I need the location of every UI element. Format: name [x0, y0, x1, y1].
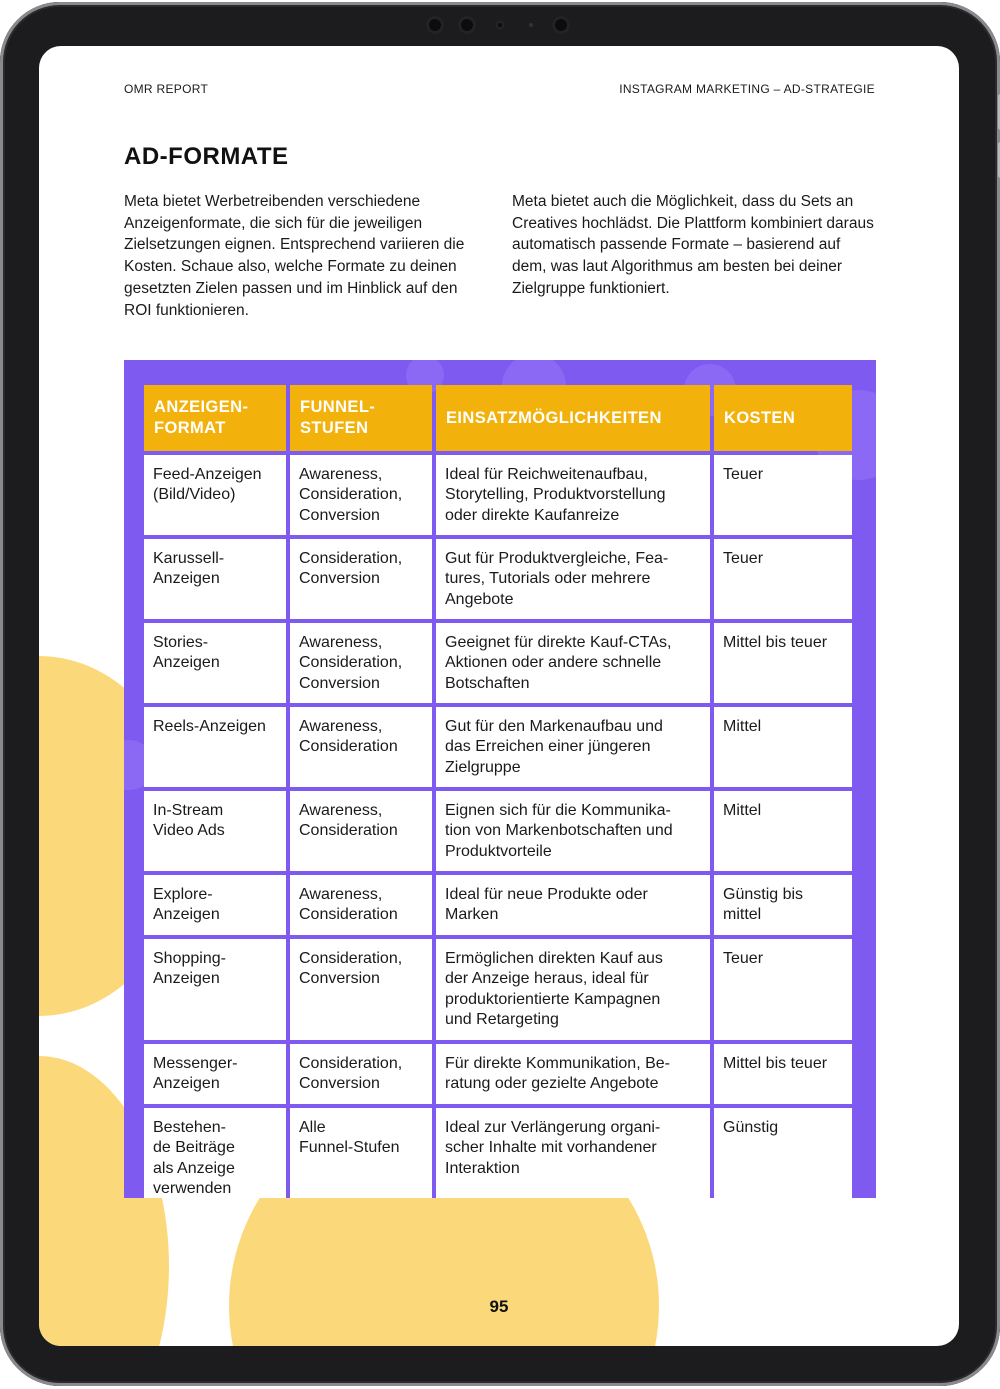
- cell-kosten: Teuer: [714, 455, 852, 535]
- cell-format: Bestehen- de Beiträge als Anzeige verwenden: [144, 1108, 286, 1198]
- cell-einsatz: Für direkte Kommunikation, Be- ratung oder gezielte Angebote: [436, 1044, 710, 1104]
- camera-bar: [418, 12, 582, 38]
- sensor-dot: [529, 23, 533, 27]
- cell-kosten: Teuer: [714, 939, 852, 1040]
- cell-kosten: Teuer: [714, 539, 852, 619]
- camera-lens: [458, 16, 476, 34]
- ad-formats-table: [140, 381, 856, 1198]
- cell-funnel: Alle Funnel-Stufen: [290, 1108, 432, 1198]
- cell-kosten: Mittel bis teuer: [714, 623, 852, 703]
- tablet-frame: [0, 2, 1000, 1386]
- page-title: AD-FORMATE: [124, 143, 289, 170]
- table-row: [144, 791, 852, 871]
- cell-einsatz: Ideal zur Verlängerung organi- scher Inhalte mit vorhandener Interaktion: [436, 1108, 710, 1198]
- cell-format: Messenger- Anzeigen: [144, 1044, 286, 1104]
- cell-funnel: Consideration, Conversion: [290, 539, 432, 619]
- cell-format: Karussell- Anzeigen: [144, 539, 286, 619]
- cell-kosten: Mittel: [714, 707, 852, 787]
- table-row: [144, 707, 852, 787]
- cell-funnel: Awareness, Consideration, Conversion: [290, 623, 432, 703]
- cell-format: Explore- Anzeigen: [144, 875, 286, 935]
- cell-kosten: Günstig bis mittel: [714, 875, 852, 935]
- cell-funnel: Awareness, Consideration, Conversion: [290, 455, 432, 535]
- cell-format: Feed-Anzeigen (Bild/Video): [144, 455, 286, 535]
- camera-lens: [426, 16, 444, 34]
- column-header: ANZEIGEN- FORMAT: [144, 385, 286, 451]
- document-page: [39, 46, 959, 1346]
- table-row: [144, 939, 852, 1040]
- cell-funnel: Consideration, Conversion: [290, 1044, 432, 1104]
- cell-format: Stories- Anzeigen: [144, 623, 286, 703]
- table-header-row: [144, 385, 852, 451]
- cell-format: Reels-Anzeigen: [144, 707, 286, 787]
- cell-einsatz: Gut für Produktvergleiche, Fea- tures, Tutorials oder mehrere Angebote: [436, 539, 710, 619]
- cell-funnel: Consideration, Conversion: [290, 939, 432, 1040]
- cell-kosten: Mittel bis teuer: [714, 1044, 852, 1104]
- table-panel: [124, 360, 876, 1198]
- column-header: FUNNEL- STUFEN: [290, 385, 432, 451]
- camera-lens: [552, 16, 570, 34]
- cell-kosten: Mittel: [714, 791, 852, 871]
- cell-format: Shopping- Anzeigen: [144, 939, 286, 1040]
- table-row: [144, 539, 852, 619]
- page-number: 95: [489, 1297, 509, 1316]
- column-header: EINSATZMÖGLICHKEITEN: [436, 385, 710, 451]
- table-row: [144, 1044, 852, 1104]
- table-row: [144, 623, 852, 703]
- table-row: [144, 455, 852, 535]
- table-row: [144, 1108, 852, 1198]
- column-header: KOSTEN: [714, 385, 852, 451]
- cell-einsatz: Geeignet für direkte Kauf-CTAs, Aktionen oder andere schnelle Botschaften: [436, 623, 710, 703]
- cell-funnel: Awareness, Consideration: [290, 791, 432, 871]
- intro-paragraph: Meta bietet Werbetreibenden verschiedene Anzeigenformate, die sich für die jeweiligen Zielsetzungen eignen. Entsprechend variieren die Kosten. Schaue also, welche Formate zu deinen gesetzten Zielen passen und im Hinblick auf den ROI funktionieren.: [124, 193, 465, 319]
- cell-einsatz: Gut für den Markenaufbau und das Erreichen einer jüngeren Zielgruppe: [436, 707, 710, 787]
- cell-einsatz: Eignen sich für die Kommunika- tion von Markenbotschaften und Produktvorteile: [436, 791, 710, 871]
- cell-einsatz: Ideal für neue Produkte oder Marken: [436, 875, 710, 935]
- cell-funnel: Awareness, Consideration: [290, 707, 432, 787]
- cell-format: In-Stream Video Ads: [144, 791, 286, 871]
- table-row: [144, 875, 852, 935]
- intro-paragraph: Meta bietet auch die Möglichkeit, dass du Sets an Creatives hochlädst. Die Plattform kombiniert daraus automatisch passende Formate – basierend auf dem, was laut Algorithmus am besten bei deiner Zielgruppe funktioniert.: [512, 193, 874, 297]
- cell-einsatz: Ermöglichen direkten Kauf aus der Anzeige heraus, ideal für produktorientierte Kampagnen und Retargeting: [436, 939, 710, 1040]
- section-label: INSTAGRAM MARKETING – AD-STRATEGIE: [619, 82, 875, 96]
- cell-einsatz: Ideal für Reichweitenaufbau, Storytelling, Produktvorstellung oder direkte Kaufanreize: [436, 455, 710, 535]
- cell-kosten: Günstig: [714, 1108, 852, 1198]
- cell-funnel: Awareness, Consideration: [290, 875, 432, 935]
- report-label: OMR REPORT: [124, 82, 209, 96]
- sensor: [495, 20, 505, 30]
